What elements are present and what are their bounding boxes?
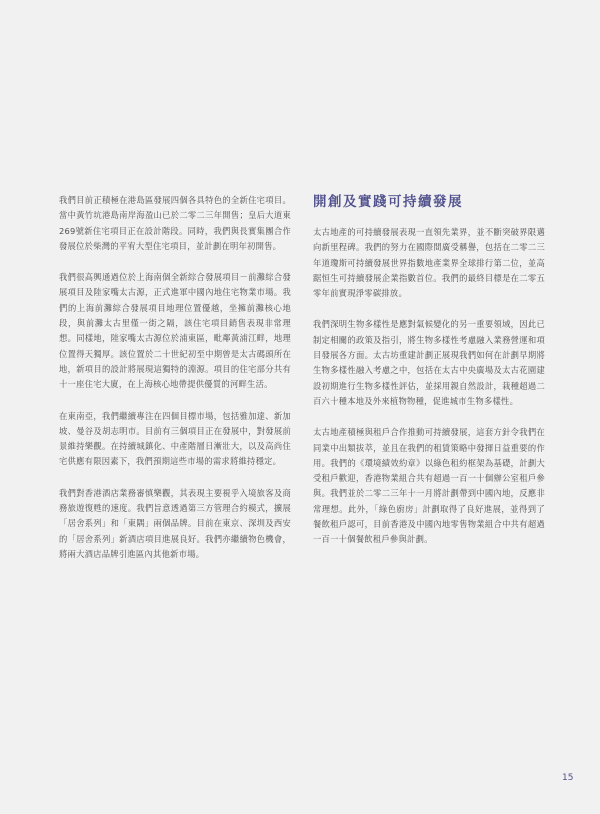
section-heading: 開創及實踐可持續發展 bbox=[313, 194, 463, 210]
body-paragraph: 太古地產積極與租戶合作推動可持續發展，這套方針令我們在同業中出類拔萃，並且在我們的租賃策略中發揮日益重要的作用。我們的《環境績效約章》以綠色租約框架為基礎，計劃大受租戶歡迎，香港物業組合共有超過一百一十個辦公室租戶參與。我們並於二零二三年十一月將計劃帶到中國內地，反應非常理想。此外，「綠色廚房」計劃取得了良好進展，並得到了餐飲租戶認可，目前香港及中國內地零售物業組合中共有超過一百一十個餐飲租戶參與計劃。 bbox=[313, 427, 545, 545]
page-number: 15 bbox=[562, 773, 574, 783]
left-column bbox=[59, 193, 291, 578]
body-paragraph: 我們對香港酒店業務審慎樂觀，其表現主要視乎入境旅客及商務旅遊復甦的速度。我們旨意透過第三方管理合約模式，擴展「居舍系列」和「東隅」兩個品牌。目前在東京、深圳及西安的「居舍系列」新酒店項目進展良好。我們亦繼續物色機會，將兩大酒店品牌引進區內其他新市場。 bbox=[59, 487, 291, 559]
right-column bbox=[313, 193, 545, 564]
body-paragraph: 我們深明生物多樣性是應對氣候變化的另一重要領域，因此已制定相關的政策及指引，將生物多樣性考慮融入業務營運和項目發展各方面。太古坊重建計劃正展現我們如何在計劃早期將生物多樣性融入考慮之中，包括在太古中央廣場及太古花園建設初期進行生物多樣性評估，並採用親自然設計，栽種超過二百六十種本地及外來植物物種，促進城市生物多樣性。 bbox=[313, 319, 545, 406]
body-paragraph: 我們目前正積極在港島區發展四個各具特色的全新住宅項目。當中黃竹坑港島南岸海盈山已於二零二三年開售；皇后大道東269號新住宅項目正在設計階段。同時，我們與長實集團合作發展位於柴灣的平宥大型住宅項目，並計劃在明年初開售。 bbox=[59, 195, 291, 251]
body-paragraph: 在東南亞，我們繼續專注在四個目標市場，包括雅加達、新加坡、曼谷及胡志明市。目前有三個項目正在發展中，對發展前景維持樂觀。在持續城鎮化、中產階層日漸壯大，以及高尚住宅供應有限因素下，我們預期這些市場的需求將維持穩定。 bbox=[59, 410, 291, 467]
body-paragraph: 我們很高興通過位於上海南個全新綜合發展項目－前灘綜合發展項目及陸家嘴太古源，正式進軍中國內地住宅物業市場。我們的上海前灘綜合發展項目地理位置優越，坐擁前灘核心地段，與前灘太古里僅一街之隔，該住宅項目銷售表現非常理想。同樣地，陸家嘴太古源位於浦東區，毗鄰黃浦江畔，地理位置得天獨厚。該位置於二十世紀初至中期曾是太古碼頭所在地，新項目的設計將展現這獨特的淵源。項目的住宅部分共有十一座住宅大廈，在上海核心地帶提供優質的河畔生活。 bbox=[59, 272, 291, 390]
body-paragraph: 太古地產的可持續發展表現一直領先業界，並不斷突破界限邁向新里程碑。我們的努力在國際間廣受稱譽，包括在二零二三年道瓊斯可持續發展世界指數地產業界全球排行第二位，並高踞恒生可持續發展企業指數首位。我們的最終目標是在二零五零年前實現淨零碳排放。 bbox=[313, 227, 545, 299]
